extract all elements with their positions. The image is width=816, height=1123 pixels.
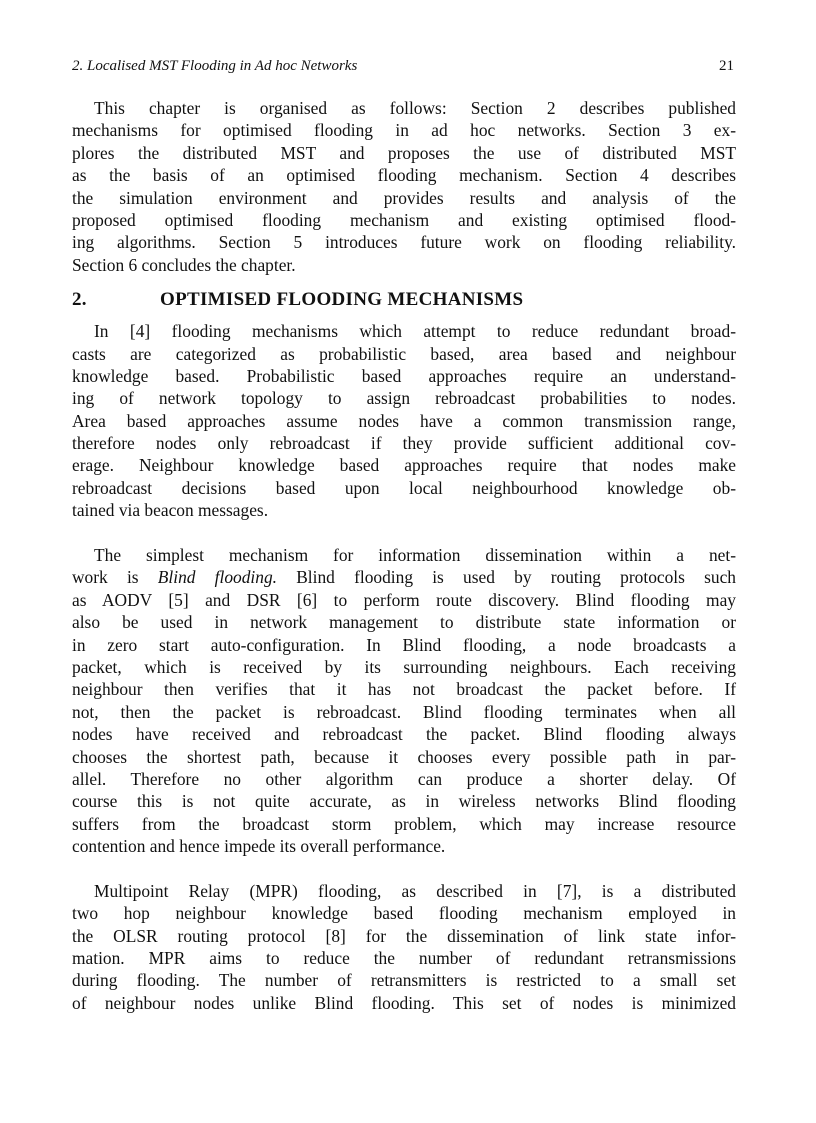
text-line: rebroadcast decisions based upon local neighbourhood knowledge ob- [72, 477, 736, 498]
text-line [72, 566, 736, 588]
section-heading [72, 289, 736, 317]
text-line: in zero start auto-configuration. In Blind flooding, a node broadcasts a [72, 634, 736, 655]
text-line: therefore nodes only rebroadcast if they provide sufficient additional cov- [72, 433, 736, 454]
text-line: packet, which is received by its surrounding neighbours. Each receiving [72, 656, 736, 677]
text-line: of neighbour nodes unlike Blind flooding. This set of nodes is minimized [72, 992, 736, 1013]
text-line: ing algorithms. Section 5 introduces future work on flooding reliability. [72, 232, 736, 253]
page-number: 21 [719, 58, 734, 74]
text-line: two hop neighbour knowledge based flooding mechanism employed in [72, 903, 736, 924]
text-line: allel. Therefore no other algorithm can produce a shorter delay. Of [72, 768, 736, 789]
text-fragment: Blind flooding is used by routing protocols such [277, 567, 736, 588]
text-line: not, then the packet is rebroadcast. Blind flooding terminates when all [72, 701, 736, 722]
text-line: erage. Neighbour knowledge based approaches require that nodes make [72, 455, 736, 476]
text-line: Area based approaches assume nodes have a common transmission range, [72, 410, 736, 431]
text-line: as the basis of an optimised flooding mechanism. Section 4 describes [72, 165, 736, 186]
emphasis-blind-flooding: Blind flooding. [157, 567, 277, 588]
text-line: course this is not quite accurate, as in wireless networks Blind flooding [72, 791, 736, 812]
text-line: This chapter is organised as follows: Section 2 describes published [94, 98, 736, 118]
text-line: also be used in network management to distribute state information or [72, 612, 736, 633]
text-line: the OLSR routing protocol [8] for the dissemination of link state infor- [72, 925, 736, 946]
text-line: casts are categorized as probabilistic based, area based and neighbour [72, 343, 736, 364]
text-line: contention and hence impede its overall performance. [72, 836, 446, 857]
text-line: chooses the shortest path, because it chooses every possible path in par- [72, 746, 736, 767]
text-line: as AODV [5] and DSR [6] to perform route discovery. Blind flooding may [72, 589, 736, 610]
text-line: mechanisms for optimised flooding in ad hoc networks. Section 3 ex- [72, 120, 736, 141]
text-line: The simplest mechanism for information dissemination within a net- [94, 545, 736, 566]
text-line: neighbour then verifies that it has not broadcast the packet before. If [72, 679, 736, 700]
text-line: plores the distributed MST and proposes the use of distributed MST [72, 142, 736, 163]
text-line: proposed optimised flooding mechanism and existing optimised flood- [72, 209, 736, 230]
text-line: ing of network topology to assign rebroadcast probabilities to nodes. [72, 388, 736, 409]
text-fragment: work is [72, 567, 158, 588]
text-line: during flooding. The number of retransmitters is restricted to a small set [72, 970, 736, 991]
text-line: suffers from the broadcast storm problem, which may increase resource [72, 813, 736, 834]
text-line: Section 6 concludes the chapter. [72, 254, 296, 275]
paragraph-mpr-flooding [72, 880, 736, 1014]
page [72, 58, 736, 1014]
text-line: the simulation environment and provides results and analysis of the [72, 187, 736, 208]
text-line: nodes have received and rebroadcast the packet. Blind flooding always [72, 724, 736, 745]
chapter-title: 2. Localised MST Flooding in Ad hoc Networks [72, 58, 358, 74]
text-line: knowledge based. Probabilistic based approaches require an understand- [72, 365, 736, 386]
text-line: mation. MPR aims to reduce the number of redundant retransmissions [72, 948, 736, 969]
text-line: Multipoint Relay (MPR) flooding, as described in [7], is a distributed [94, 880, 736, 901]
section-title: OPTIMISED FLOODING MECHANISMS [160, 289, 524, 311]
text-line: tained via beacon messages. [72, 500, 269, 521]
paragraph-chapter-outline [72, 97, 736, 276]
running-header [72, 58, 736, 86]
section-number: 2. [72, 289, 87, 311]
paragraph-blind-flooding [72, 544, 736, 857]
paragraph-flooding-categories [72, 320, 736, 522]
text-line: In [4] flooding mechanisms which attempt to reduce redundant broad- [94, 321, 736, 342]
